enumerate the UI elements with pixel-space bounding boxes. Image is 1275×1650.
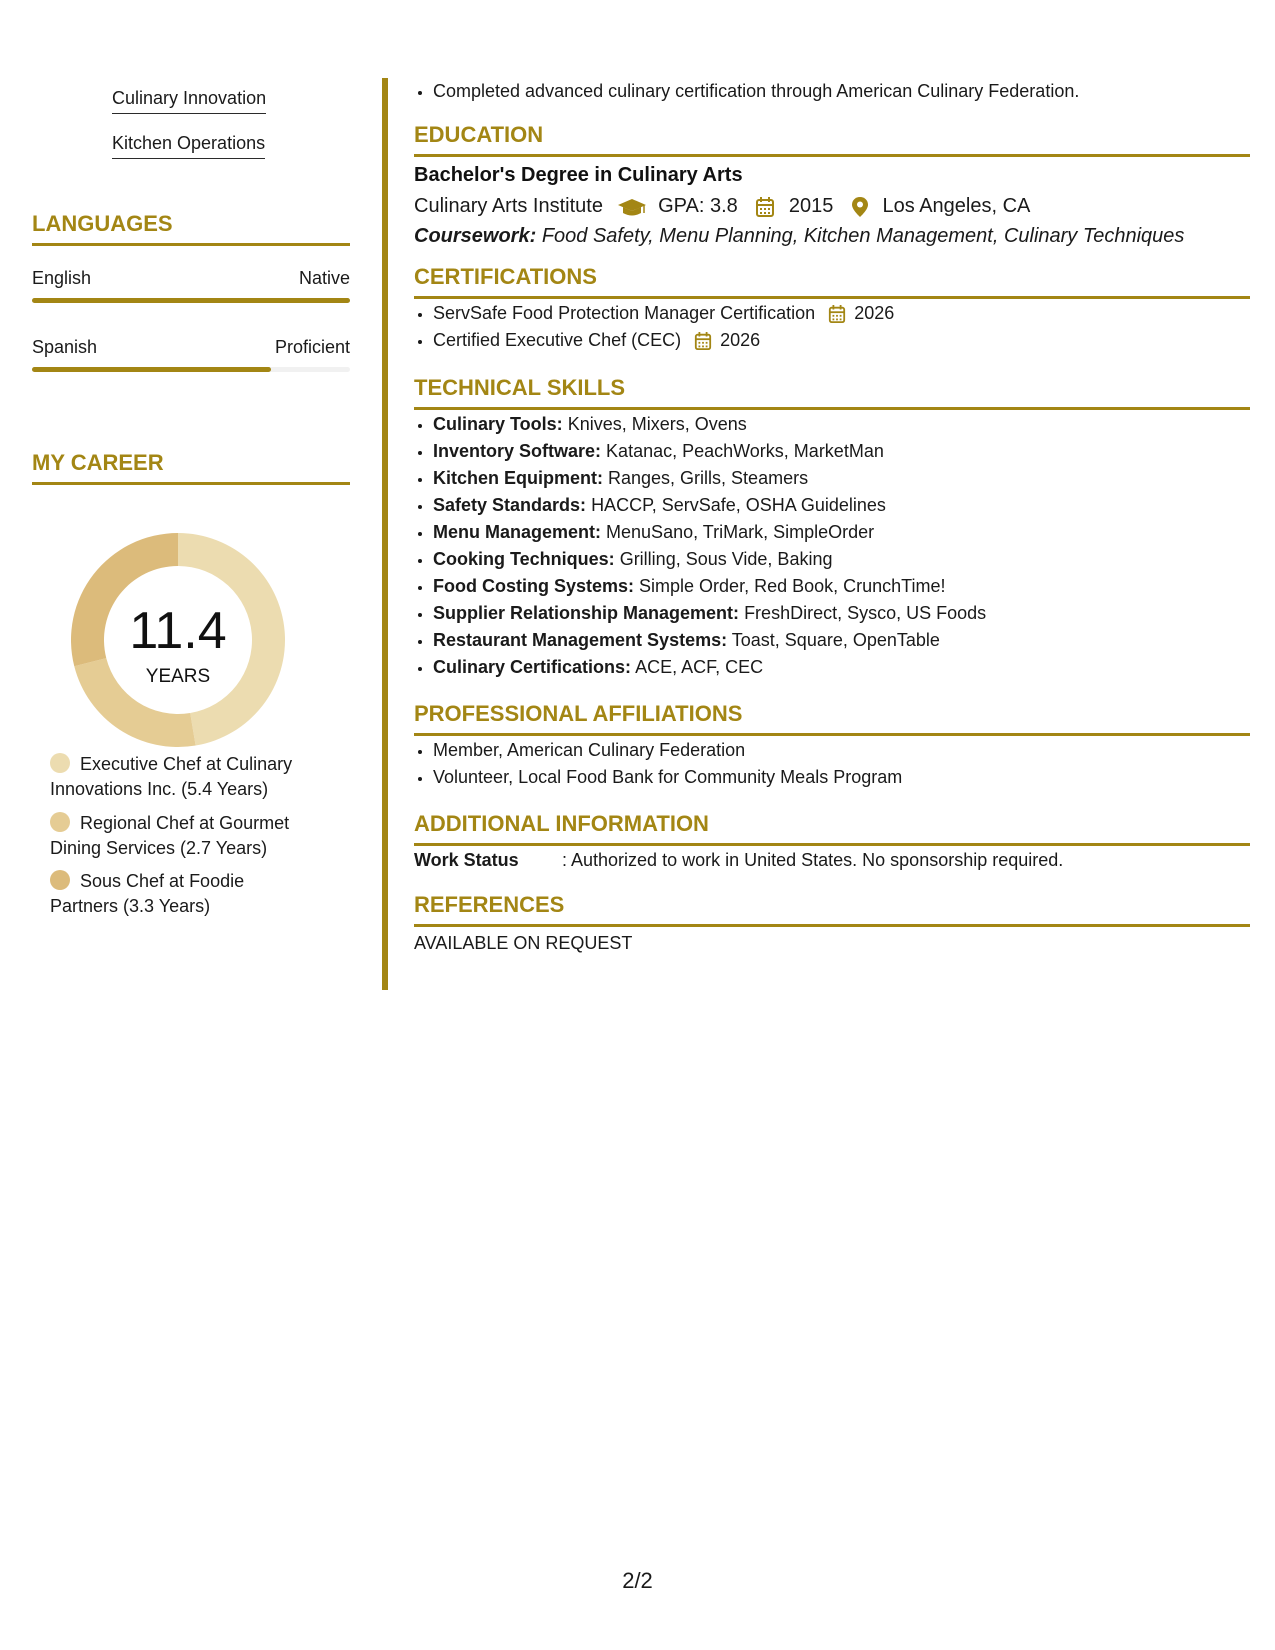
- career-legend-label: Regional Chef at Gourmet Dining Services (2.7 Years): [50, 813, 290, 858]
- skill-label: Restaurant Management Systems:: [433, 630, 728, 650]
- skill-value: Simple Order, Red Book, CrunchTime!: [639, 576, 946, 596]
- education-coursework: [414, 225, 1184, 248]
- affiliations-list: [414, 737, 902, 791]
- list-item: • Volunteer, Local Food Bank for Community Meals Program: [433, 764, 902, 791]
- certification-year: 2026: [854, 303, 895, 323]
- page-number: 2/2: [622, 1568, 653, 1593]
- skill-label: Supplier Relationship Management:: [433, 603, 740, 623]
- skill-label: Cooking Techniques:: [433, 549, 615, 569]
- skill-value: Katanac, PeachWorks, MarketMan: [606, 441, 884, 461]
- coursework-label: Coursework:: [414, 225, 537, 247]
- list-item: [433, 600, 986, 627]
- career-donut-chart: [66, 528, 290, 752]
- language-level: Proficient: [274, 337, 350, 357]
- skill-label: Culinary Tools:: [433, 414, 563, 434]
- technical-skills-heading: TECHNICAL SKILLS: [414, 375, 1250, 410]
- coursework-value: Food Safety, Menu Planning, Kitchen Management, Culinary Techniques: [541, 225, 1185, 247]
- top-bullet-list: [414, 78, 1079, 105]
- career-legend-item: [50, 811, 310, 861]
- references-heading: REFERENCES: [414, 892, 1250, 927]
- skill-label: Food Costing Systems:: [433, 576, 635, 596]
- list-item: • Completed advanced culinary certification through American Culinary Federation.: [433, 78, 1079, 105]
- skill-value: Knives, Mixers, Ovens: [567, 414, 747, 434]
- career-years-unit: YEARS: [145, 666, 211, 687]
- education-heading: EDUCATION: [414, 122, 1250, 157]
- career-legend-item: [50, 752, 310, 802]
- skill-tag: Culinary Innovation: [112, 88, 266, 114]
- certification-name: Certified Executive Chef (CEC): [433, 330, 682, 350]
- education-details: [414, 195, 1030, 218]
- list-item: [433, 573, 986, 600]
- skill-value: FreshDirect, Sysco, US Foods: [744, 603, 987, 623]
- work-status-label: Work Status: [414, 850, 519, 870]
- list-item: [433, 492, 986, 519]
- language-level: Native: [298, 268, 350, 288]
- affiliations-heading: PROFESSIONAL AFFILIATIONS: [414, 701, 1250, 736]
- career-heading: MY CAREER: [32, 450, 350, 485]
- language-name: English: [32, 268, 92, 288]
- location-pin-icon: [851, 196, 869, 218]
- calendar-icon: [755, 196, 775, 218]
- language-proficiency-bar: [32, 298, 350, 303]
- skill-value: Ranges, Grills, Steamers: [608, 468, 809, 488]
- technical-skills-list: [414, 411, 986, 681]
- skill-value: MenuSano, TriMark, SimpleOrder: [606, 522, 875, 542]
- list-item: [433, 411, 986, 438]
- list-item: [433, 300, 894, 327]
- education-year: 2015: [788, 195, 834, 218]
- certifications-list: [414, 300, 894, 354]
- list-item: [433, 627, 986, 654]
- work-status-value: : Authorized to work in United States. No sponsorship required.: [562, 850, 1064, 870]
- column-divider: [382, 78, 388, 990]
- legend-swatch: [50, 812, 70, 832]
- career-legend-label: Sous Chef at Foodie Partners (3.3 Years): [50, 871, 245, 916]
- work-status-row: [414, 850, 1063, 871]
- skill-value: HACCP, ServSafe, OSHA Guidelines: [591, 495, 886, 515]
- certifications-heading: CERTIFICATIONS: [414, 264, 1250, 299]
- skill-label: Kitchen Equipment:: [433, 468, 603, 488]
- skill-label: Culinary Certifications:: [433, 657, 632, 677]
- skill-value: Toast, Square, OpenTable: [731, 630, 940, 650]
- skill-tag: Kitchen Operations: [112, 133, 265, 159]
- education-gpa: GPA: 3.8: [658, 195, 738, 218]
- list-item: [433, 654, 986, 681]
- skill-label: Safety Standards:: [433, 495, 587, 515]
- list-item: [433, 519, 986, 546]
- career-total-years: 11.4: [129, 602, 227, 660]
- list-item: [433, 465, 986, 492]
- education-institution: Culinary Arts Institute: [414, 195, 603, 218]
- graduation-cap-icon: [617, 196, 647, 218]
- language-proficiency-bar: [32, 367, 350, 372]
- skill-label: Menu Management:: [433, 522, 602, 542]
- career-legend-label: Executive Chef at Culinary Innovations Inc. (5.4 Years): [50, 754, 293, 799]
- career-donut-center: [66, 528, 290, 752]
- calendar-icon: [828, 304, 846, 324]
- education-location: Los Angeles, CA: [882, 195, 1031, 218]
- certification-name: ServSafe Food Protection Manager Certification: [433, 303, 816, 323]
- legend-swatch: [50, 870, 70, 890]
- language-proficiency-fill: [32, 298, 350, 303]
- additional-info-heading: ADDITIONAL INFORMATION: [414, 811, 1250, 846]
- certification-year: 2026: [720, 330, 761, 350]
- language-name: Spanish: [32, 337, 98, 357]
- list-item: [433, 438, 986, 465]
- references-text: AVAILABLE ON REQUEST: [414, 933, 633, 953]
- skill-value: Grilling, Sous Vide, Baking: [619, 549, 833, 569]
- legend-swatch: [50, 753, 70, 773]
- career-legend-item: [50, 869, 310, 919]
- list-item: [433, 546, 986, 573]
- language-proficiency-fill: [32, 367, 271, 372]
- skill-value: ACE, ACF, CEC: [635, 657, 764, 677]
- education-degree: Bachelor's Degree in Culinary Arts: [414, 164, 743, 186]
- list-item: • Member, American Culinary Federation: [433, 737, 902, 764]
- list-item: [433, 327, 894, 354]
- languages-heading: LANGUAGES: [32, 211, 350, 246]
- skill-label: Inventory Software:: [433, 441, 602, 461]
- calendar-icon: [694, 331, 712, 351]
